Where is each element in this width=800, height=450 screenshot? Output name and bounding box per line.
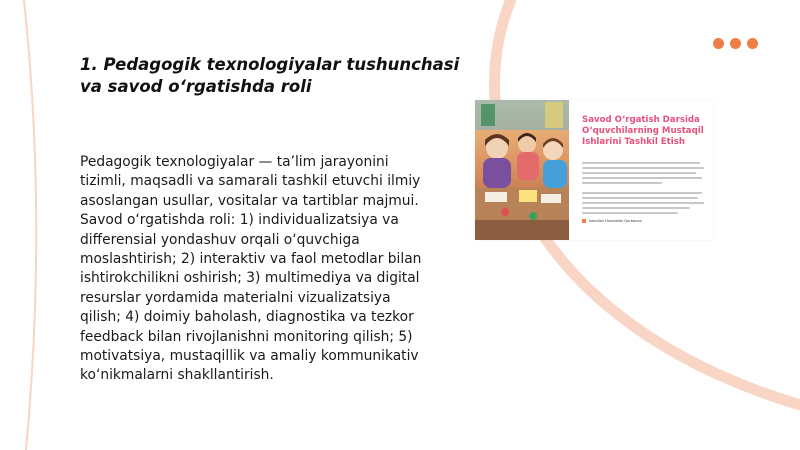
thumbnail-text-line	[582, 212, 678, 214]
thumbnail-author-name: Ismoilov Husniddin Qurbonov	[589, 219, 642, 223]
slide-title: 1. Pedagogik texnologiyalar tushunchasi va savod o‘rgatishda roli	[80, 55, 460, 96]
thumbnail-author	[582, 219, 642, 223]
thumbnail-text-line	[582, 167, 704, 169]
three-dots-icon	[713, 38, 758, 49]
dot-3	[747, 38, 758, 49]
thumbnail-text-line	[582, 162, 700, 164]
thumbnail-text-line	[582, 197, 698, 199]
classroom-photo	[475, 100, 569, 240]
thumbnail-text-line	[582, 192, 702, 194]
slide-body-text: Pedagogik texnologiyalar — ta’lim jarayonini tizimli, maqsadli va samarali tashkil etuvchi ilmiy asoslangan usullar, vositalar va tartiblar majmui. Savod o‘rgatishda roli: 1) individualizatsiya va differensial yondashuv orqali o‘quvchiga moslashtirish; 2) interaktiv va faol metodlar bilan ishtirokchilikni oshirish; 3) multimediya va digital resurslar yordamida materialni vizualizatsiya qilish; 4) doimiy baholash, diagnostika va tezkor feedback bilan rivojlanishni monitoring qilish; 5) motivatsiya, mustaqillik va amaliy kommunikativ ko‘nikmalarni shakllantirish.	[80, 154, 422, 384]
left-arc	[24, 0, 36, 450]
dot-1	[713, 38, 724, 49]
author-mark-icon	[582, 219, 586, 223]
thumbnail-text-line	[582, 177, 702, 179]
thumbnail-title: Savod O‘rgatish Darsida O‘quvchilarning Mustaqil Ishlarini Tashkil Etish	[582, 115, 704, 147]
thumbnail-text-line	[582, 172, 696, 174]
dot-2	[730, 38, 741, 49]
document-thumbnail	[475, 100, 713, 240]
thumbnail-text-line	[582, 182, 662, 184]
thumbnail-text-line	[582, 202, 704, 204]
thumbnail-text-line	[582, 207, 690, 209]
